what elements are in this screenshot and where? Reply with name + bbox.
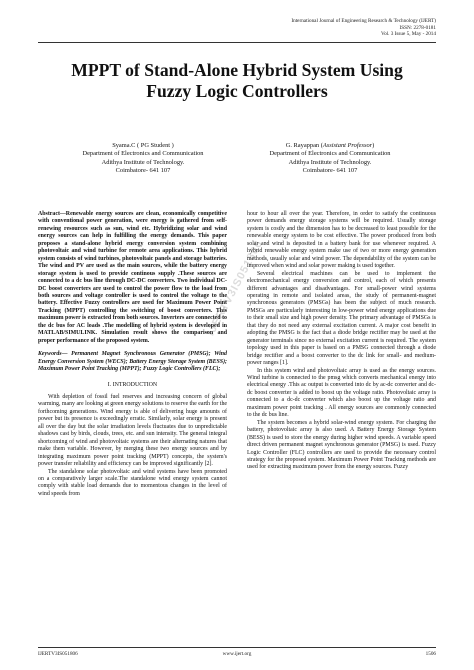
author-city: Coimbatore- 641 107 bbox=[115, 167, 171, 175]
title-line-1: MPPT of Stand-Alone Hybrid System Using bbox=[71, 60, 403, 80]
keywords: Keywords— Permanent Magnet Synchronous Generator (PMSG); Wind Energy Conversion System (WECS); Battery Energy Storage System (BESS); Maximum Power Point Tracking (MPPT); Fuzzy Logic Controllers (FLC); bbox=[38, 351, 227, 373]
journal-volume: Vol. 3 Issue 5, May - 2014 bbox=[381, 31, 436, 38]
footer-paper-id: IJERTV3IS051806 bbox=[38, 651, 78, 657]
body-paragraph-3: In this system wind and photovoltaic array is used as the energy sources. Wind turbine is connected to the pmsg which converts mechanical energy into electrical energy .This ac output is converted into dc by ac-dc converter and dc-dc boost converter is added to boost up the voltage ratio. Photovoltaic array is connected to a dc-dc converter which also boost up the voltage ratio and maximum power point tracking . All energy sources are commonly connected to the dc bus line. bbox=[247, 367, 436, 419]
journal-issn: ISSN: 2278-0181 bbox=[399, 24, 436, 31]
intro-paragraph-2: The standalone solar photovoltaic and wind systems have been promoted on a comparatively larger scale.The standalone wind energy system cannot comply with stable load demands due to momentous changes in the level of wind speeds from bbox=[38, 468, 227, 497]
author-city: Coimbatore- 641 107 bbox=[302, 167, 358, 175]
author-name: Syama.C ( PG Student ) bbox=[112, 142, 174, 149]
body-paragraph-4: The system becomes a hybrid solar-wind energy system. For charging the battery, photovoltaic array is also used. A Battery Energy Storage System (BESS) is used to store the energy during higher wind speeds. A variable speed direct driven permanent magnet synchronous generator (PMSG) is used. Fuzzy Logic Controller (FLC) controllers are used to provide the necessary control strategy for the proposed system. Maximum Power Point Tracking methods are used for extracting maximum power from the energy sources. Fuzzy bbox=[247, 419, 436, 471]
footer-rule bbox=[38, 647, 436, 648]
footer-website-link[interactable]: www.ijert.org bbox=[222, 651, 252, 657]
author-block-2 bbox=[250, 142, 410, 176]
abstract: Abstract—Renewable energy sources are clean, economically competitive with conventional power generation, were energy is gathered from self-renewing resources such as sun, wind etc. Hybridizing solar and wind energy sources can help in fulfilling the energy demands. This paper proposes a stand-alone hybrid energy conversion system combining photovoltaic and wind turbine for remote area applications. This hybrid system consists of wind turbines, photovoltaic panels and storage batteries. The wind and PV are used as the main sources, while the battery energy storage system is used to provide continous supply .These sources are connected to a dc bus line through DC-DC converters. Two individual DC-DC boost converters are used to control the power flow to the load from both sources and voltage controller is used to control the voltage to the battery. Effective Fuzzy controllers are used for Maximum Power Point Tracking (MPPT) controlling the switching of boost converters. This maximum power is extracted from both sources. Inverters are connected to the dc bus for AC loads .The modelling of hybrid system is developed in MATLAB/SIMULINK. Simulation result shows the comparison and proper performance of the proposed system. bbox=[38, 211, 227, 344]
section-heading-introduction: I. INTRODUCTION bbox=[107, 381, 158, 388]
header-rule bbox=[38, 42, 436, 43]
right-column bbox=[247, 211, 436, 472]
body-paragraph-2: Several electrical machines can be used to implement the electromechanical energy conversion and control, each of which presents different advantages and disadvantages. For small-power wind systems operating in remote and isolated areas, the study of permanent-magnet synchronous generators (PMSGs) has been the subject of much research. PMSGs are particularly interesting in low-power wind energy applications due to their small size and high power density. The primary advantage of PMSGs is that they do not need any external excitation current. A major cost benefit in adopting the PMSG is the fact that a diode bridge rectifier may be used at the generator terminals since no external excitation current is required. The system topology used in this paper is based on a PMSG connected through a diode bridge rectifier and a boost converter to the dc link for small- and medium-power ranges [1]. bbox=[247, 270, 436, 367]
footer-page-number: 1506 bbox=[425, 651, 436, 657]
journal-header bbox=[176, 18, 436, 38]
author-inst: Adithya Institute of Technology. bbox=[288, 158, 372, 166]
journal-name: International Journal of Engineering Research & Technology (IJERT) bbox=[291, 18, 436, 24]
author-inst: Adithya Institute of Technology. bbox=[101, 158, 185, 166]
body-paragraph-1: hour to hour all over the year. Therefore, in order to satisfy the continuous power demands energy storage systems will be required. Usually storage system is costly and the dimension has to be decreased to least possible for the renewable energy system to be cost effective. The power produced from both solar and wind is deposited in a battery bank for use whenever required. A hybrid renewable energy system make use of two or more energy generation methods, usually solar and wind power. The dependability of the system can be improved when wind and solar power making is used together. bbox=[247, 211, 436, 270]
paper-title bbox=[38, 60, 436, 102]
author-block-1 bbox=[63, 142, 223, 176]
intro-paragraph-1: With depletion of fossil fuel reserves and increasing concern of global warming, many are looking at green energy solutions to reserve the earth for the forthcoming generations. Wind energy is able of delivering huge amounts of power but its presence is exceedingly erratic. Similarly, solar energy is present all over the day but the solar irradiation levels fluctuates due to unpredictable shadows cast by birds, clouds, trees, etc. and sun intensity. The general integral shortcoming of wind and photovoltaic systems are their alternating natures that make them variable. However, by merging these two energy sources and by integrating maximum power point tracking (MPPT) concepts, the system's power transfer reliability and efficiency can be improved significantly [2]. bbox=[38, 393, 227, 468]
watermark: IJERTV3IS051806 bbox=[204, 238, 266, 338]
title-line-2: Fuzzy Logic Controllers bbox=[146, 81, 328, 101]
author-dept: Department of Electronics and Communication bbox=[269, 150, 391, 158]
author-dept: Department of Electronics and Communication bbox=[82, 150, 204, 158]
author-name: G. Rayappan (Assistant Professor) bbox=[285, 142, 375, 149]
